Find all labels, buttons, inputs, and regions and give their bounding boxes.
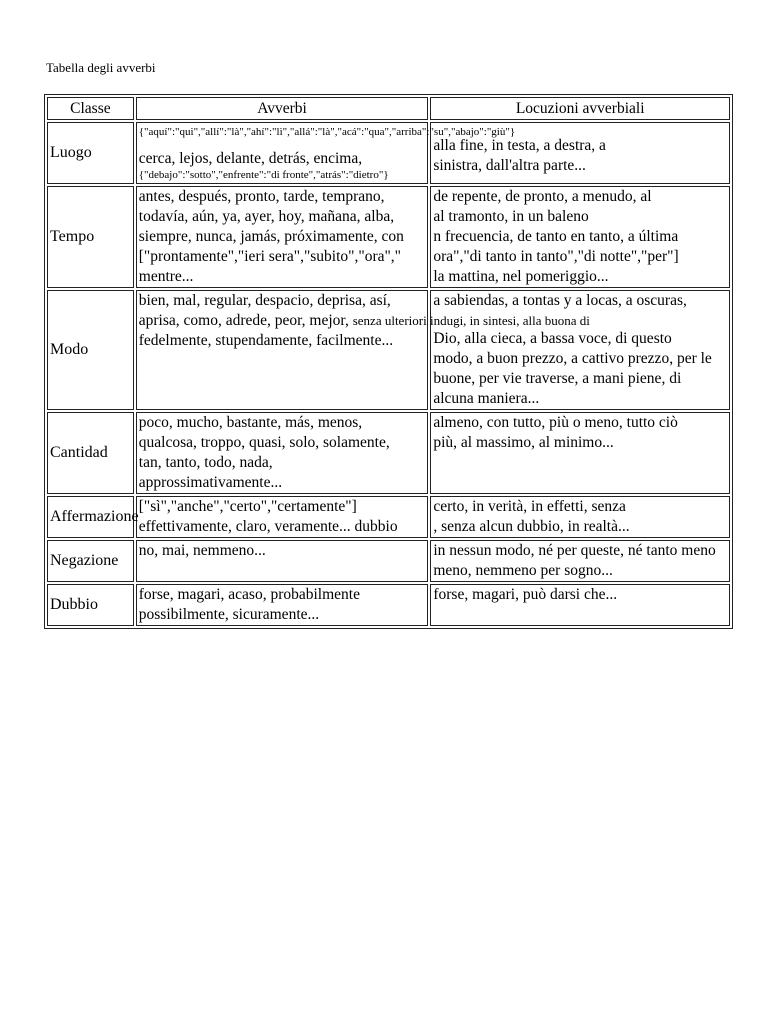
- adverb-line: {"aquí":"qui","allí":"là","ahí":"lì","allá":"là","acá":"qua","arriba":"su","abajo":"giù"}: [138, 126, 516, 138]
- row-locutions-cell: [430, 540, 730, 582]
- table-header-row: [47, 97, 730, 120]
- adverb-line-small: senza ulteriori indugi, in sintesi, alla buona di: [352, 313, 590, 328]
- locution-line: modo, a buon prezzo, a cattivo prezzo, per le: [433, 350, 712, 367]
- row-adverbs-cell: [136, 412, 429, 494]
- row-adverbs-cell: [136, 540, 429, 582]
- adverb-line: siempre, nunca, jamás, próximamente, con: [138, 228, 404, 245]
- locution-line: buone, per vie traverse, a mani piene, di: [433, 370, 682, 387]
- table-row: [47, 496, 730, 538]
- adverb-line: possibilmente, sicuramente...: [138, 606, 320, 623]
- locution-line: de repente, de pronto, a menudo, al: [433, 188, 652, 205]
- adverb-line: qualcosa, troppo, quasi, solo, solamente,: [138, 434, 390, 451]
- adverb-line: {"debajo":"sotto","enfrente":"di fronte","atrás":"dietro"}: [138, 169, 389, 181]
- adverb-line: antes, después, pronto, tarde, temprano,: [138, 188, 385, 205]
- header-avverbi: Avverbi: [136, 97, 429, 120]
- header-locuzioni: Locuzioni avverbiali: [430, 97, 730, 120]
- locution-line: la mattina, nel pomeriggio...: [433, 268, 609, 285]
- adverb-line: ["sì","anche","certo","certamente"]: [138, 498, 357, 515]
- row-class-label: Tempo: [47, 186, 134, 288]
- adverb-line: forse, magari, acaso, probabilmente: [138, 586, 360, 603]
- adverb-line: fedelmente, stupendamente, facilmente...: [138, 332, 394, 349]
- locution-line: meno, nemmeno per sogno...: [433, 562, 613, 579]
- adverb-line: effettivamente, claro, veramente... dubbio: [138, 518, 398, 535]
- row-locutions-cell: [430, 290, 730, 410]
- header-classe: Classe: [47, 97, 134, 120]
- row-locutions-cell: [430, 496, 730, 538]
- adverb-line: no, mai, nemmeno...: [138, 542, 266, 559]
- adverb-line: ["prontamente","ieri sera","subito","ora",": [138, 248, 402, 265]
- row-locutions-cell: [430, 584, 730, 626]
- adverb-line: bien, mal, regular, despacio, deprisa, así,: [138, 292, 391, 309]
- adverb-line: poco, mucho, bastante, más, menos,: [138, 414, 363, 431]
- adverb-line: cerca, lejos, delante, detrás, encima,: [138, 150, 363, 167]
- locution-line: n frecuencia, de tanto en tanto, a última: [433, 228, 679, 245]
- locution-line: forse, magari, può darsi che...: [433, 586, 618, 603]
- row-class-label: Negazione: [47, 540, 134, 582]
- table-row: [47, 540, 730, 582]
- locution-line: in nessun modo, né per queste, né tanto meno: [433, 542, 716, 559]
- row-class-label: Luogo: [47, 122, 134, 184]
- page-title: Tabella degli avverbi: [46, 60, 156, 75]
- adverb-line: todavía, aún, ya, ayer, hoy, mañana, alba,: [138, 208, 395, 225]
- row-adverbs-cell: [136, 186, 429, 288]
- table-row: [47, 290, 730, 410]
- table-row: [47, 412, 730, 494]
- locution-line: certo, in verità, in effetti, senza: [433, 498, 626, 515]
- locution-line: più, al massimo, al minimo...: [433, 434, 614, 451]
- adverb-line: aprisa, como, adrede, peor, mejor,: [138, 312, 349, 329]
- adverbs-table: [44, 94, 733, 629]
- adverb-line: tan, tanto, todo, nada,: [138, 454, 273, 471]
- table-row: [47, 186, 730, 288]
- locution-line: , senza alcun dubbio, in realtà...: [433, 518, 630, 535]
- locution-line: alcuna maniera...: [433, 390, 540, 407]
- row-class-label: Affermazione: [47, 496, 134, 538]
- locution-line: ora","di tanto in tanto","di notte","per"]: [433, 248, 679, 265]
- row-adverbs-cell: [136, 496, 429, 538]
- locution-line: Dio, alla cieca, a bassa voce, di questo: [433, 330, 672, 347]
- row-locutions-cell: [430, 412, 730, 494]
- row-class-label: Modo: [47, 290, 134, 410]
- locution-line: al tramonto, in un baleno: [433, 208, 589, 225]
- table-row: [47, 122, 730, 184]
- table-row: [47, 584, 730, 626]
- row-class-label: Dubbio: [47, 584, 134, 626]
- locution-line: a sabiendas, a tontas y a locas, a oscuras,: [433, 292, 687, 309]
- locution-line: alla fine, in testa, a destra, a: [433, 137, 606, 154]
- adverb-line: approssimativamente...: [138, 474, 283, 491]
- adverb-line: mentre...: [138, 268, 194, 285]
- row-class-label: Cantidad: [47, 412, 134, 494]
- locution-line: almeno, con tutto, più o meno, tutto ciò: [433, 414, 678, 431]
- locution-line: sinistra, dall'altra parte...: [433, 157, 586, 174]
- row-adverbs-cell: [136, 584, 429, 626]
- row-locutions-cell: [430, 186, 730, 288]
